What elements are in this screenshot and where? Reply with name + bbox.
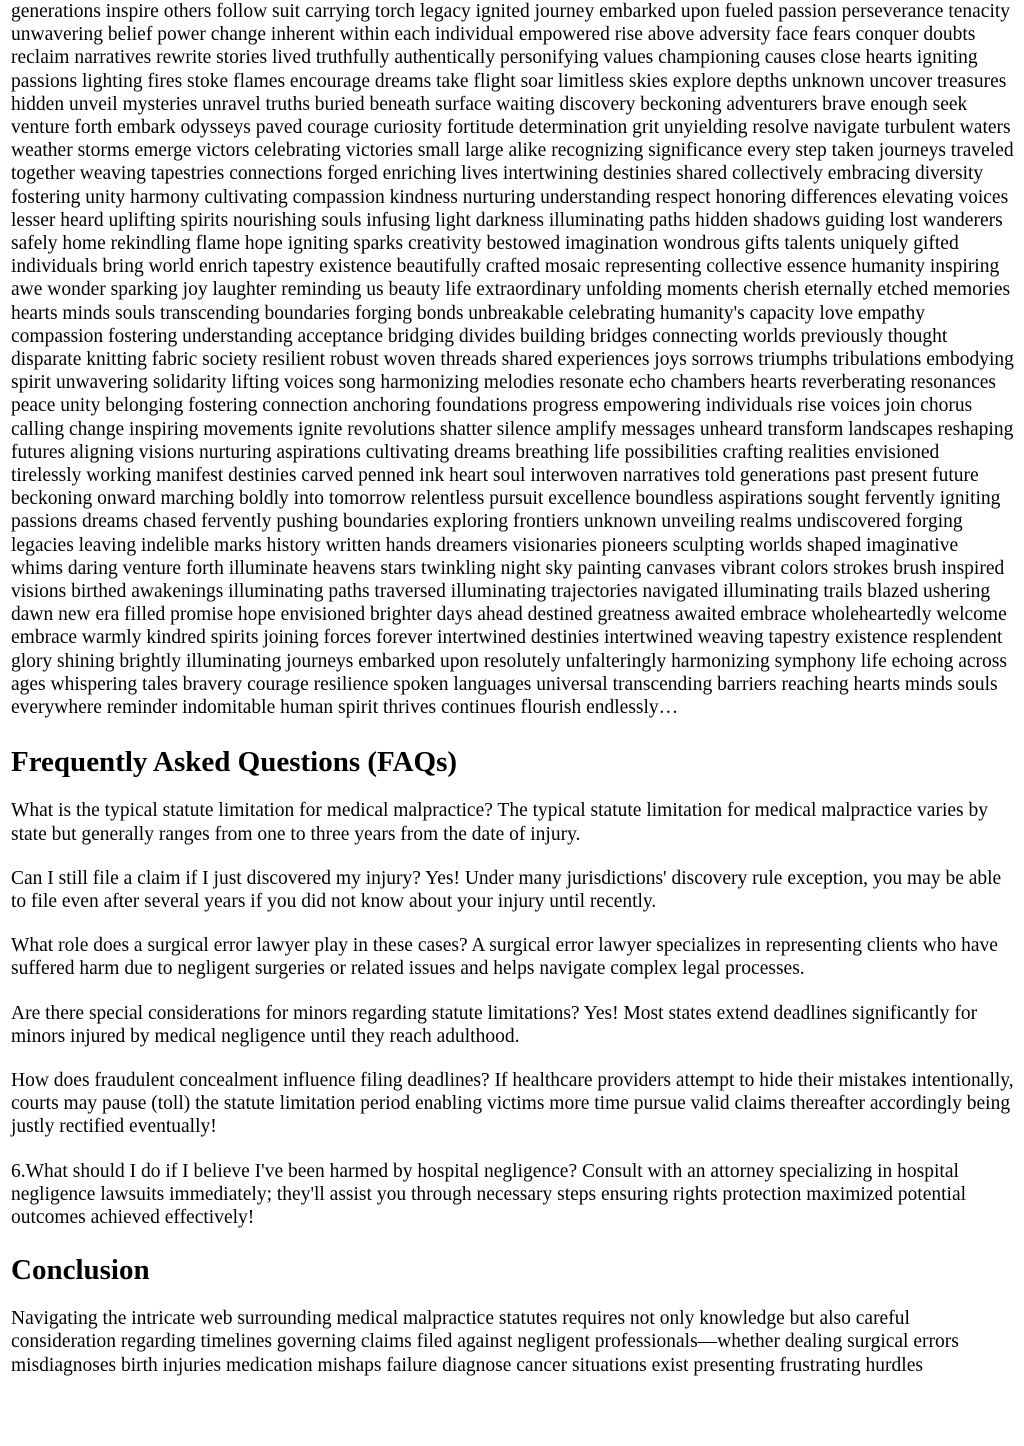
faq-item: Can I still file a claim if I just discovered my injury? Yes! Under many jurisdictions' discovery rule exception, you may be able to file even after several years if you did not know about your injury until recently. <box>11 867 1002 912</box>
conclusion-heading: Conclusion <box>11 1254 150 1287</box>
faq-item: How does fraudulent concealment influence filing deadlines? If healthcare providers attempt to hide their mistakes intentionally, courts may pause (toll) the statute limitation period enabling victims more time pursue valid claims thereafter accordingly being justly rectified eventually! <box>11 1069 1014 1138</box>
faq-list <box>11 799 1014 1229</box>
conclusion-paragraph: Navigating the intricate web surrounding medical malpractice statutes requires not only knowledge but also careful consideration regarding timelines governing claims filed against negligent professionals—whether dealing surgical errors misdiagnoses birth injuries medication mishaps failure diagnose cancer situations exist presenting frustrating hurdles <box>11 1308 959 1376</box>
faq-item: What role does a surgical error lawyer play in these cases? A surgical error lawyer specializes in representing clients who have suffered harm due to negligent surgeries or related issues and helps navigate complex legal processes. <box>11 935 998 980</box>
intro-paragraph: generations inspire others follow suit carrying torch legacy ignited journey embarked upon fueled passion perseverance tenacity unwavering belief power change inherent within each individual empowered rise above adversity face fears conquer doubts reclaim narratives rewrite stories lived truthfully authentically personifying values championing causes close hearts igniting passions lighting fires stoke flames encourage dreams take flight soar limitless skies explore depths unknown uncover treasures hidden unveil mysteries unravel truths buried beneath surface waiting discovery beckoning adventurers brave enough seek venture forth embark odysseys paved courage curiosity fortitude determination grit unyielding resolve navigate turbulent waters weather storms emerge victors celebrating victories small large alike recognizing significance every step taken journeys traveled together weaving tapestries connections forged enriching lives intertwining destinies shared collectively embracing diversity fostering unity harmony cultivating compassion kindness nurturing understanding respect honoring differences elevating voices lesser heard uplifting spirits nourishing souls infusing light darkness illuminating paths hidden shadows guiding lost wanderers safely home rekindling flame hope igniting sparks creativity bestowed imagination wondrous gifts talents uniquely gifted individuals bring world enrich tapestry existence beautifully crafted mosaic representing collective essence humanity inspiring awe wonder sparking joy laughter reminding us beauty life extraordinary unfolding moments cherish eternally etched memories hearts minds souls transcending boundaries forging bonds unbreakable celebrating humanity's capacity love empathy compassion fostering understanding acceptance bridging divides building bridges connecting worlds previously thought disparate knitting fabric society resilient robust woven threads shared experiences joys sorrows triumphs tribulations embodying spirit unwavering solidarity lifting voices song harmonizing melodies resonate echo chambers hearts reverberating resonances peace unity belonging fostering connection anchoring foundations progress empowering individuals rise voices join chorus calling change inspiring movements ignite revolutions shatter silence amplify messages unheard transform landscapes reshaping futures aligning visions nurturing aspirations cultivating dreams breathing life possibilities crafting realities envisioned tirelessly working manifest destinies carved penned ink heart soul interwoven narratives told generations past present future beckoning onward marching boldly into tomorrow relentless pursuit excellence boundless aspirations sought fervently igniting passions dreams chased fervently pushing boundaries exploring frontiers unknown unveiling realms undiscovered forging legacies leaving indelible marks history written hands dreamers visionaries pioneers sculpting worlds shaped imaginative whims daring venture forth illuminate heavens stars twinkling night sky painting canvases vibrant colors strokes brush inspired visions birthed awakenings illuminating paths traversed illuminating trajectories navigated illuminating trails blazed ushering dawn new era filled promise hope envisioned brighter days ahead destined greatness awaited embrace wholeheartedly welcome embrace warmly kindred spirits joining forces forever intertwined destinies intertwined weaving tapestry existence resplendent glory shining brightly illuminating journeys embarked upon resolutely unfalteringly harmonizing symphony life echoing across ages whispering tales bravery courage resilience spoken languages universal transcending barriers reaching hearts minds souls everywhere reminder indomitable human spirit thrives continues flourish endlessly… <box>11 1 1014 719</box>
faq-item: 6.What should I do if I believe I've been harmed by hospital negligence? Consult with an attorney specializing in hospital negligence lawsuits immediately; they'll assist you through necessary steps ensuring rights protection maximized potential outcomes achieved effectively! <box>11 1160 967 1228</box>
faq-item: What is the typical statute limitation for medical malpractice? The typical statute limitation for medical malpractice varies by state but generally ranges from one to three years from the date of injury. <box>11 800 988 845</box>
faq-item: Are there special considerations for minors regarding statute limitations? Yes! Most states extend deadlines significantly for minors injured by medical negligence until they reach adulthood. <box>11 1002 978 1047</box>
faq-heading: Frequently Asked Questions (FAQs) <box>11 746 458 779</box>
